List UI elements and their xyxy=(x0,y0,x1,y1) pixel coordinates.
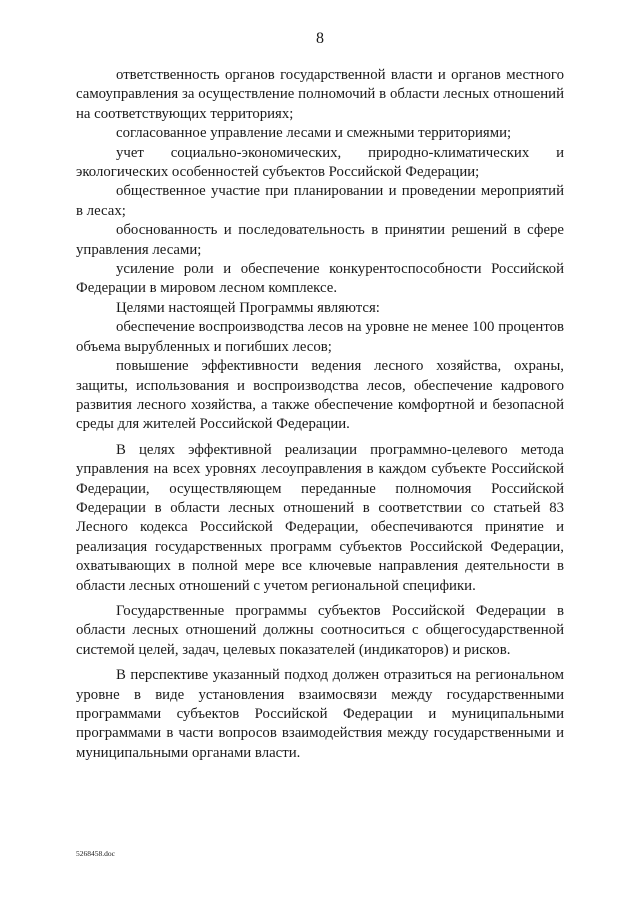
document-body xyxy=(76,66,564,763)
paragraph-programs-correlation: Государственные программы субъектов Российской Федерации в области лесных отношений должны соотноситься с общегосударственной системой целей, задач, целевых показателей (индикаторов) и рисков. xyxy=(76,602,564,658)
paragraph-coordinated-management: согласованное управление лесами и смежными территориями; xyxy=(116,125,512,142)
paragraph-public-participation: общественное участие при планировании и проведении мероприятий в лесах; xyxy=(76,183,564,219)
document-filename: 5268458.doc xyxy=(76,849,115,858)
paragraph-goal-reproduction: обеспечение воспроизводства лесов на уровне не менее 100 процентов объема вырубленных и погибших лесов; xyxy=(76,319,564,355)
paragraph-perspective: В перспективе указанный подход должен отразиться на региональном уровне в виде установления взаимосвязи между государственными программами субъектов Российской Федерации и муниципальными программами в части вопросов взаимодействия между государственными и муниципальными органами власти. xyxy=(76,667,564,761)
paragraph-goals-heading: Целями настоящей Программы являются: xyxy=(116,299,380,316)
paragraph-goal-efficiency: повышение эффективности ведения лесного хозяйства, охраны, защиты, использования и воспроизводства лесов, обеспечение кадрового развития лесного хозяйства, а также обеспечение комфортной и безопасной среды для жителей Российской Федерации. xyxy=(76,358,564,433)
paragraph-responsibility: ответственность органов государственной власти и органов местного самоуправления за осуществление полномочий в области лесных отношений на соответствующих территориях; xyxy=(76,67,564,122)
paragraph-competitiveness: усиление роли и обеспечение конкурентоспособности Российской Федерации в мировом лесном комплексе. xyxy=(76,261,564,297)
paragraph-regional-programs: В целях эффективной реализации программно-целевого метода управления на всех уровнях лесоуправления в каждом субъекте Российской Федерации, осуществляющем переданные полномочия Российской Федерации в области лесных отношений в соответствии со статьей 83 Лесного кодекса Российской Федерации, обеспечиваются принятие и реализация государственных программ субъектов Российской Федерации, охватывающих в полной мере все ключевые направления деятельности в области лесных отношений с учетом региональной специфики. xyxy=(76,441,564,594)
paragraph-regional-specifics: учет социально-экономических, природно-климатических и экологических особенностей субъектов Российской Федерации; xyxy=(76,144,564,181)
paragraph-decision-consistency: обоснованность и последовательность в принятии решений в сфере управления лесами; xyxy=(76,222,564,258)
page-number: 8 xyxy=(316,30,324,47)
